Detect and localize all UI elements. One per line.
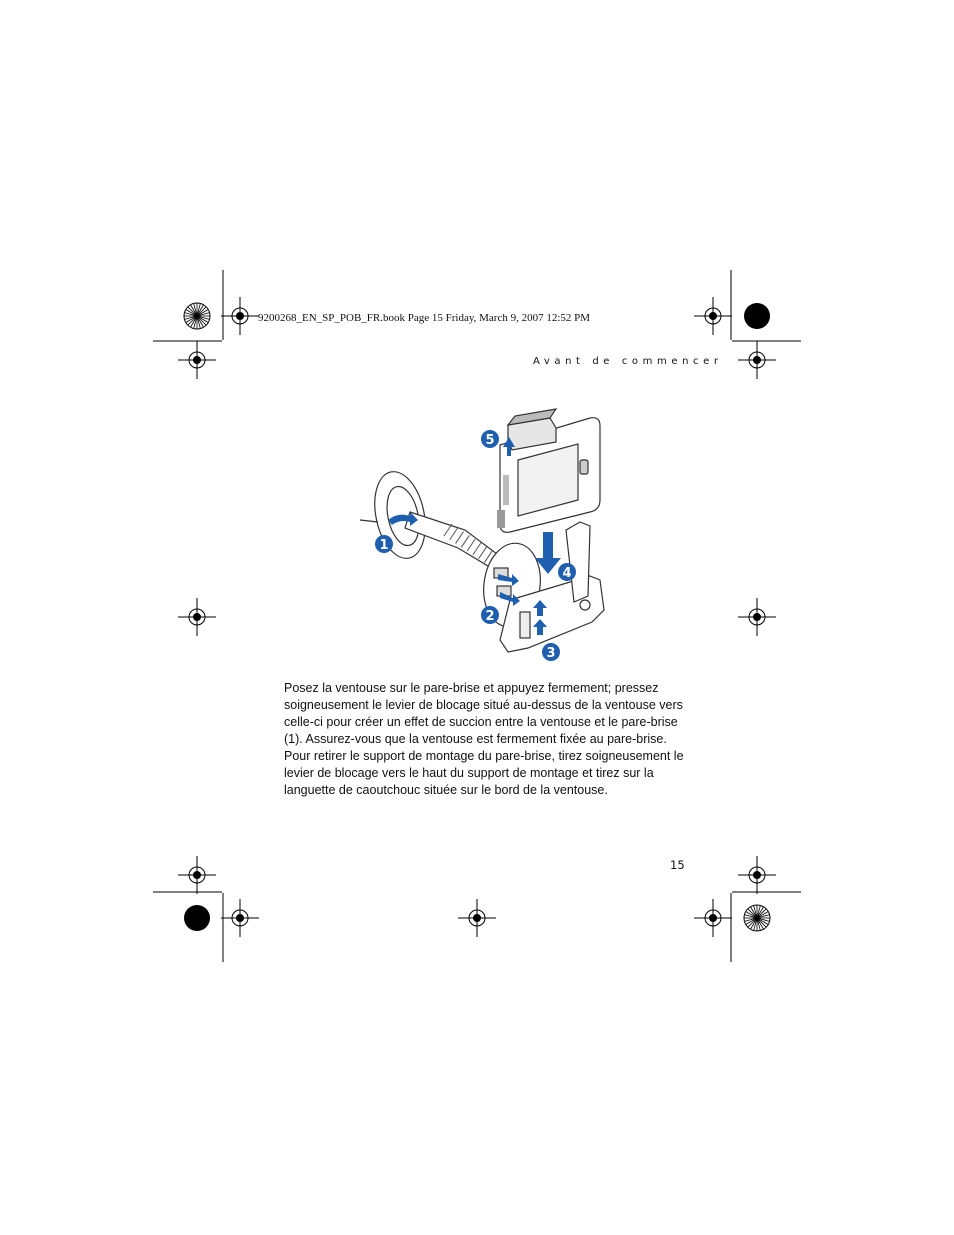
callout-5 [481, 430, 499, 448]
print-header: 9200268_EN_SP_POB_FR.book Page 15 Friday, March 9, 2007 12:52 PM [258, 312, 591, 324]
registration-target [738, 598, 776, 636]
callout-1 [375, 535, 393, 553]
registration-target [738, 856, 776, 894]
svg-text:1: 1 [379, 538, 389, 553]
registration-target [694, 899, 732, 937]
page-number: 15 [670, 858, 685, 872]
callout-2 [481, 606, 499, 624]
registration-target [738, 341, 776, 379]
svg-text:5: 5 [485, 433, 495, 448]
registration-target [458, 899, 496, 937]
registration-target [178, 856, 216, 894]
registration-target [694, 297, 732, 335]
callout-4 [558, 563, 576, 581]
body-paragraph: Posez la ventouse sur le pare-brise et appuyez fermement; pressez soigneusement le levier de blocage situé au-dessus de la ventouse vers celle-ci pour créer un effet de succion entre la ventouse et le pare-brise (1). Assurez-vous que la ventouse est fermement fixée au pare-brise. Pour retirer le support de montage du pare-brise, tirez soigneusement le levier de blocage vers le haut du support de montage et tirez sur la languette de caoutchouc située sur le bord de la ventouse. [284, 681, 684, 797]
registration-target [221, 899, 259, 937]
svg-text:3: 3 [546, 646, 556, 661]
svg-text:2: 2 [485, 609, 495, 624]
mounting-illustration [360, 409, 604, 661]
registration-target [178, 341, 216, 379]
suction-cup [360, 467, 433, 563]
starburst-mark [184, 303, 210, 329]
solid-circle-mark [184, 905, 210, 931]
navigation-device [497, 409, 600, 532]
section-title: Avant de commencer [533, 356, 723, 367]
callout-3 [542, 643, 560, 661]
solid-circle-mark [744, 303, 770, 329]
svg-text:4: 4 [562, 566, 572, 581]
starburst-mark [744, 905, 770, 931]
registration-target [221, 297, 259, 335]
registration-target [178, 598, 216, 636]
